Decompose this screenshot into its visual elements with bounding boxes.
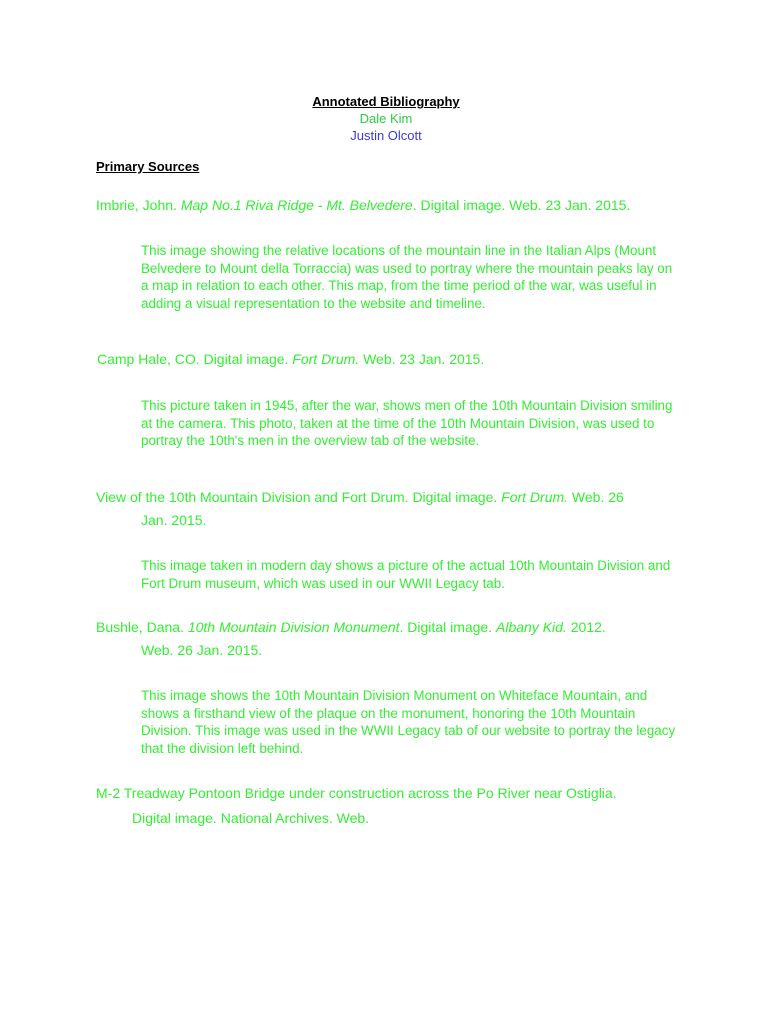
title-block: [0, 93, 768, 144]
document-title: Annotated Bibliography: [312, 94, 460, 109]
citation-text: Web. 26: [568, 489, 624, 505]
citation-title: Map No.1 Riva Ridge - Mt. Belvedere: [180, 197, 413, 213]
section-heading: Primary Sources: [96, 159, 200, 174]
citation-text: Bushle, Dana.: [96, 619, 188, 635]
citation-text: Camp Hale, CO. Digital image.: [97, 351, 293, 367]
annotation-3: This image taken in modern day shows a picture of the actual 10th Mountain Division and Fort Drum museum, which was used in our WWII Legacy tab.: [141, 558, 671, 591]
citation-source: Albany Kid.: [496, 619, 567, 635]
citation-text: M-2 Treadway Pontoon Bridge under construction across the Po River near Ostiglia.: [96, 785, 617, 801]
citation-2: [97, 348, 484, 371]
citation-3: [96, 486, 624, 532]
citation-text: . Digital image. Web. 23 Jan. 2015.: [412, 197, 631, 213]
citation-continuation: Digital image. National Archives. Web.: [132, 810, 370, 826]
citation-title: Fort Drum.: [292, 351, 360, 367]
citation-4: [96, 616, 606, 662]
citation-continuation: Jan. 2015.: [141, 512, 207, 528]
annotation-1: This image showing the relative locations of the mountain line in the Italian Alps (Mount Belvedere to Mount della Torraccia) was used to portray where the mountain peaks lay on a map in relation to each other. This map, from the time period of the war, was useful in adding a visual representation to the website and timeline.: [141, 243, 673, 312]
citation-5: [96, 782, 617, 830]
annotation-2: This picture taken in 1945, after the war, shows men of the 10th Mountain Division smiling at the camera. This photo, taken at the time of the 10th Mountain Division, was used to portray the 10th's men in the overview tab of the website.: [141, 398, 673, 449]
annotation-4: This image shows the 10th Mountain Division Monument on Whiteface Mountain, and shows a firsthand view of the plaque on the monument, honoring the 10th Mountain Division. This image was used in the WWII Legacy tab of our website to portray the legacy that the division left behind.: [141, 688, 676, 757]
citation-continuation: Web. 26 Jan. 2015.: [141, 642, 263, 658]
citation-title: 10th Mountain Division Monument: [187, 619, 400, 635]
citation-text: Imbrie, John.: [96, 197, 181, 213]
citation-title: Fort Drum.: [501, 489, 569, 505]
citation-text: View of the 10th Mountain Division and Fort Drum. Digital image.: [96, 489, 502, 505]
citation-text: 2012.: [566, 619, 606, 635]
citation-text: . Digital image.: [399, 619, 496, 635]
citation-1: [96, 194, 630, 217]
author-name: Dale Kim: [359, 111, 413, 126]
author-name: Justin Olcott: [350, 128, 422, 143]
citation-text: Web. 23 Jan. 2015.: [359, 351, 485, 367]
